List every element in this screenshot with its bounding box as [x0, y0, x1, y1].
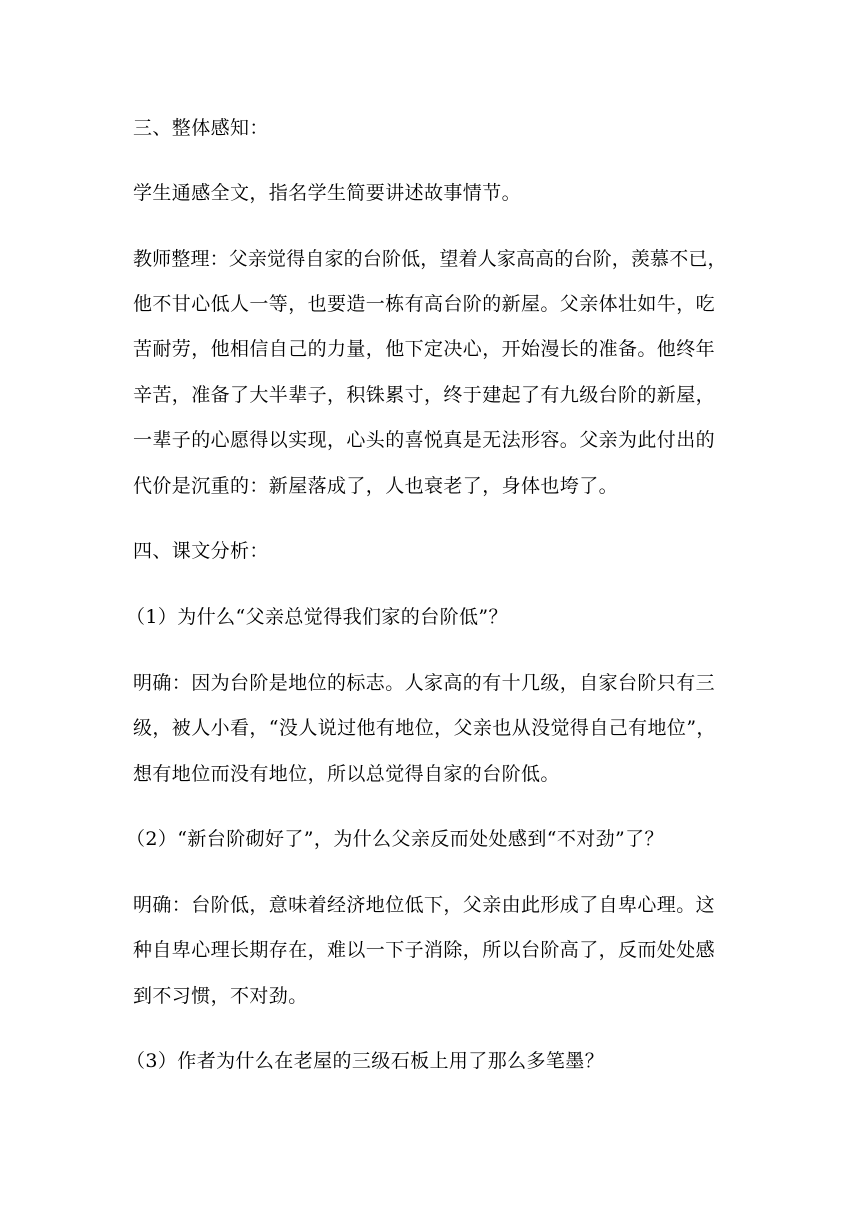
answer-line: 到不习惯，不对劲。 — [133, 985, 308, 1007]
question-line: （3）作者为什么在老屋的三级石板上用了那么多笔墨？ — [126, 1050, 605, 1072]
paragraph-line: 教师整理：父亲觉得自家的台阶低，望着人家高高的台阶，羡慕不已， — [133, 248, 727, 270]
answer-line: 想有地位而没有地位，所以总觉得自家的台阶低。 — [133, 763, 560, 785]
paragraph-line: 一辈子的心愿得以实现，心头的喜悦真是无法形容。父亲为此付出的 — [133, 429, 716, 451]
paragraph-line: 苦耐劳，他相信自己的力量，他下定决心，开始漫长的准备。他终年 — [133, 338, 716, 360]
answer-line: 级，被人小看，“没人说过他有地位，父亲也从没觉得自己有地位”， — [133, 717, 716, 739]
answer-line: 明确：台阶低，意味着经济地位低下，父亲由此形成了自卑心理。这 — [133, 894, 716, 916]
question-line: （1）为什么“父亲总觉得我们家的台阶低”？ — [126, 606, 508, 628]
paragraph-line: 代价是沉重的：新屋落成了，人也衰老了，身体也垮了。 — [133, 475, 619, 497]
section-heading-analysis: 四、课文分析： — [133, 540, 269, 562]
answer-line: 明确：因为台阶是地位的标志。人家高的有十几级，自家台阶只有三 — [133, 672, 716, 694]
paragraph-line: 辛苦，准备了大半辈子，积铢累寸，终于建起了有九级台阶的新屋， — [133, 384, 716, 406]
paragraph-line: 他不甘心低人一等，也要造一栋有高台阶的新屋。父亲体壮如牛，吃 — [133, 293, 716, 315]
section-heading-overall: 三、整体感知： — [133, 117, 269, 139]
answer-line: 种自卑心理长期存在，难以一下子消除，所以台阶高了，反而处处感 — [133, 939, 716, 961]
question-line: （2）“新台阶砌好了”，为什么父亲反而处处感到“不对劲”了？ — [126, 828, 664, 850]
paragraph-line: 学生通感全文，指名学生简要讲述故事情节。 — [133, 182, 522, 204]
